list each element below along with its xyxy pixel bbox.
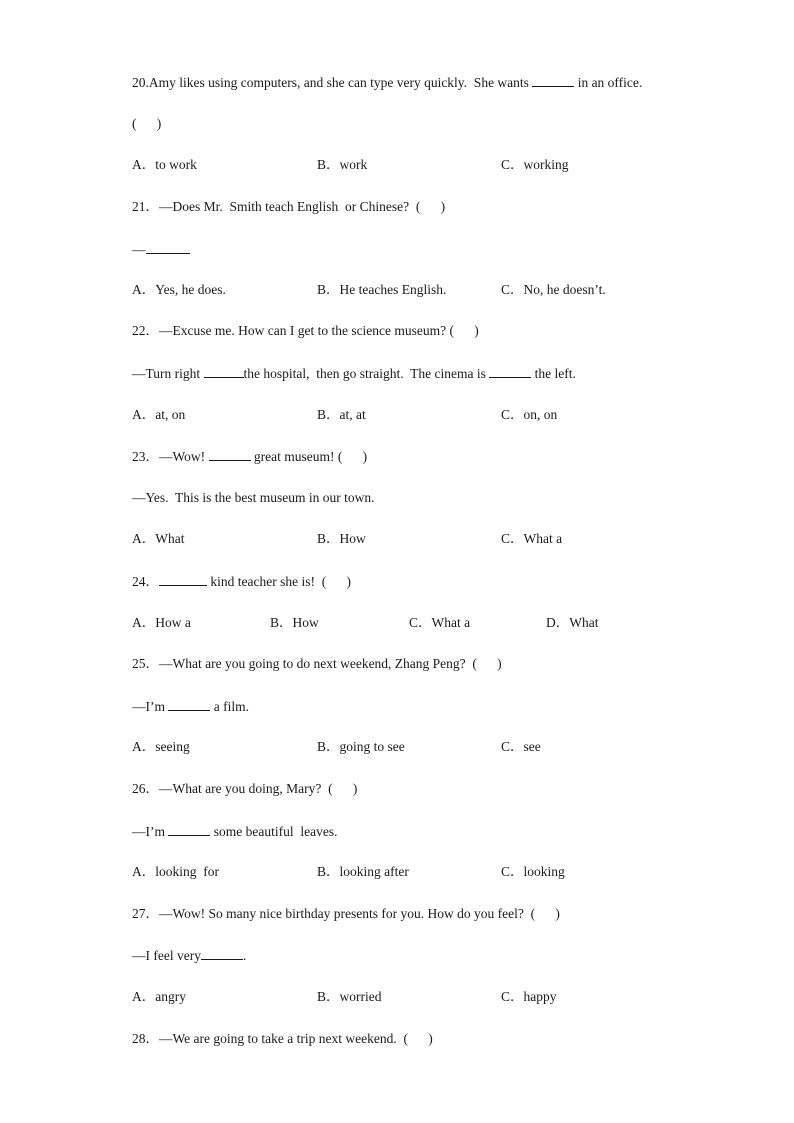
question-number: 27． xyxy=(132,906,159,921)
question-number: 25． xyxy=(132,656,159,671)
answer-blank[interactable] xyxy=(532,74,574,87)
option-b[interactable]: B．How xyxy=(317,531,366,546)
option-a[interactable]: A．angry xyxy=(132,989,186,1004)
question-22-reply xyxy=(132,365,576,382)
reply-text: . xyxy=(242,948,247,963)
reply-text: the left. xyxy=(531,366,576,381)
question-27-stem xyxy=(132,906,560,922)
answer-parenthesis[interactable]: ( ) xyxy=(132,116,162,131)
reply-text: —I’m xyxy=(132,699,169,714)
question-22-stem xyxy=(132,323,479,339)
option-a[interactable]: A．to work xyxy=(132,157,197,172)
option-b[interactable]: B．looking after xyxy=(317,864,409,879)
question-text: in an office. xyxy=(574,75,643,90)
reply-text: the hospital, then go straight. The cinema is xyxy=(243,366,490,381)
question-26-reply xyxy=(132,823,337,840)
question-21-stem xyxy=(132,199,445,215)
question-number: 24． xyxy=(132,574,159,589)
question-25-reply xyxy=(132,698,249,715)
option-c[interactable]: C．see xyxy=(501,739,541,754)
option-a[interactable]: A．How a xyxy=(132,615,191,630)
dash: — xyxy=(132,242,146,257)
option-b[interactable]: B．worried xyxy=(317,989,382,1004)
question-number: 23． xyxy=(132,449,159,464)
option-b[interactable]: B．work xyxy=(317,157,368,172)
answer-blank[interactable] xyxy=(204,365,244,378)
option-c[interactable]: C．looking xyxy=(501,864,565,879)
question-23-reply: —Yes. This is the best museum in our town. xyxy=(132,490,375,505)
question-25-stem xyxy=(132,656,502,672)
option-b[interactable]: B．How xyxy=(270,615,319,630)
option-a[interactable]: A．looking for xyxy=(132,864,219,879)
question-23-stem xyxy=(132,448,367,465)
question-text: —What are you doing, Mary? ( ) xyxy=(159,781,358,796)
question-text: —Wow! So many nice birthday presents for you. How do you feel? ( ) xyxy=(159,906,560,921)
reply-text: —Turn right xyxy=(132,366,204,381)
question-number: 22． xyxy=(132,323,159,338)
question-text: kind teacher she is! ( ) xyxy=(207,574,351,589)
question-number: 21． xyxy=(132,199,159,214)
reply-text: —I feel very xyxy=(132,948,201,963)
option-a[interactable]: A．Yes, he does. xyxy=(132,282,226,297)
reply-text: some beautiful leaves. xyxy=(210,824,338,839)
answer-blank[interactable] xyxy=(209,448,251,461)
question-number: 20. xyxy=(132,75,149,90)
question-28-stem xyxy=(132,1031,433,1047)
reply-text: a film. xyxy=(210,699,249,714)
question-27-reply xyxy=(132,947,246,964)
question-21-reply xyxy=(132,241,190,258)
reply-text: —I’m xyxy=(132,824,169,839)
answer-blank[interactable] xyxy=(489,365,531,378)
question-text: —Excuse me. How can I get to the science museum? ( ) xyxy=(159,323,479,338)
option-d[interactable]: D．What xyxy=(546,615,599,630)
option-c[interactable]: C．No, he doesn’t. xyxy=(501,282,606,297)
option-c[interactable]: C．What a xyxy=(409,615,471,630)
question-20-stem xyxy=(132,74,642,91)
answer-blank[interactable] xyxy=(146,241,190,254)
question-text: great museum! ( ) xyxy=(250,449,368,464)
question-number: 26． xyxy=(132,781,159,796)
option-b[interactable]: B．at, at xyxy=(317,407,366,422)
option-b[interactable]: B．He teaches English. xyxy=(317,282,447,297)
question-number: 28． xyxy=(132,1031,159,1046)
option-a[interactable]: A．seeing xyxy=(132,739,190,754)
option-a[interactable]: A．What xyxy=(132,531,185,546)
answer-blank[interactable] xyxy=(201,947,243,960)
question-26-stem xyxy=(132,781,357,797)
option-c[interactable]: C．What a xyxy=(501,531,563,546)
question-text: —Does Mr. Smith teach English or Chinese? ( ) xyxy=(159,199,446,214)
question-text: —We are going to take a trip next weekend. ( ) xyxy=(159,1031,433,1046)
option-c[interactable]: C．happy xyxy=(501,989,557,1004)
question-text: Amy likes using computers, and she can type very quickly. She wants xyxy=(148,75,533,90)
option-a[interactable]: A．at, on xyxy=(132,407,186,422)
answer-blank[interactable] xyxy=(168,823,210,836)
option-c[interactable]: C．working xyxy=(501,157,569,172)
option-b[interactable]: B．going to see xyxy=(317,739,405,754)
question-text: —Wow! xyxy=(159,449,209,464)
answer-blank[interactable] xyxy=(168,698,210,711)
option-c[interactable]: C．on, on xyxy=(501,407,558,422)
question-24-stem xyxy=(132,573,351,590)
answer-blank[interactable] xyxy=(159,573,207,586)
question-text: —What are you going to do next weekend, Zhang Peng? ( ) xyxy=(159,656,502,671)
